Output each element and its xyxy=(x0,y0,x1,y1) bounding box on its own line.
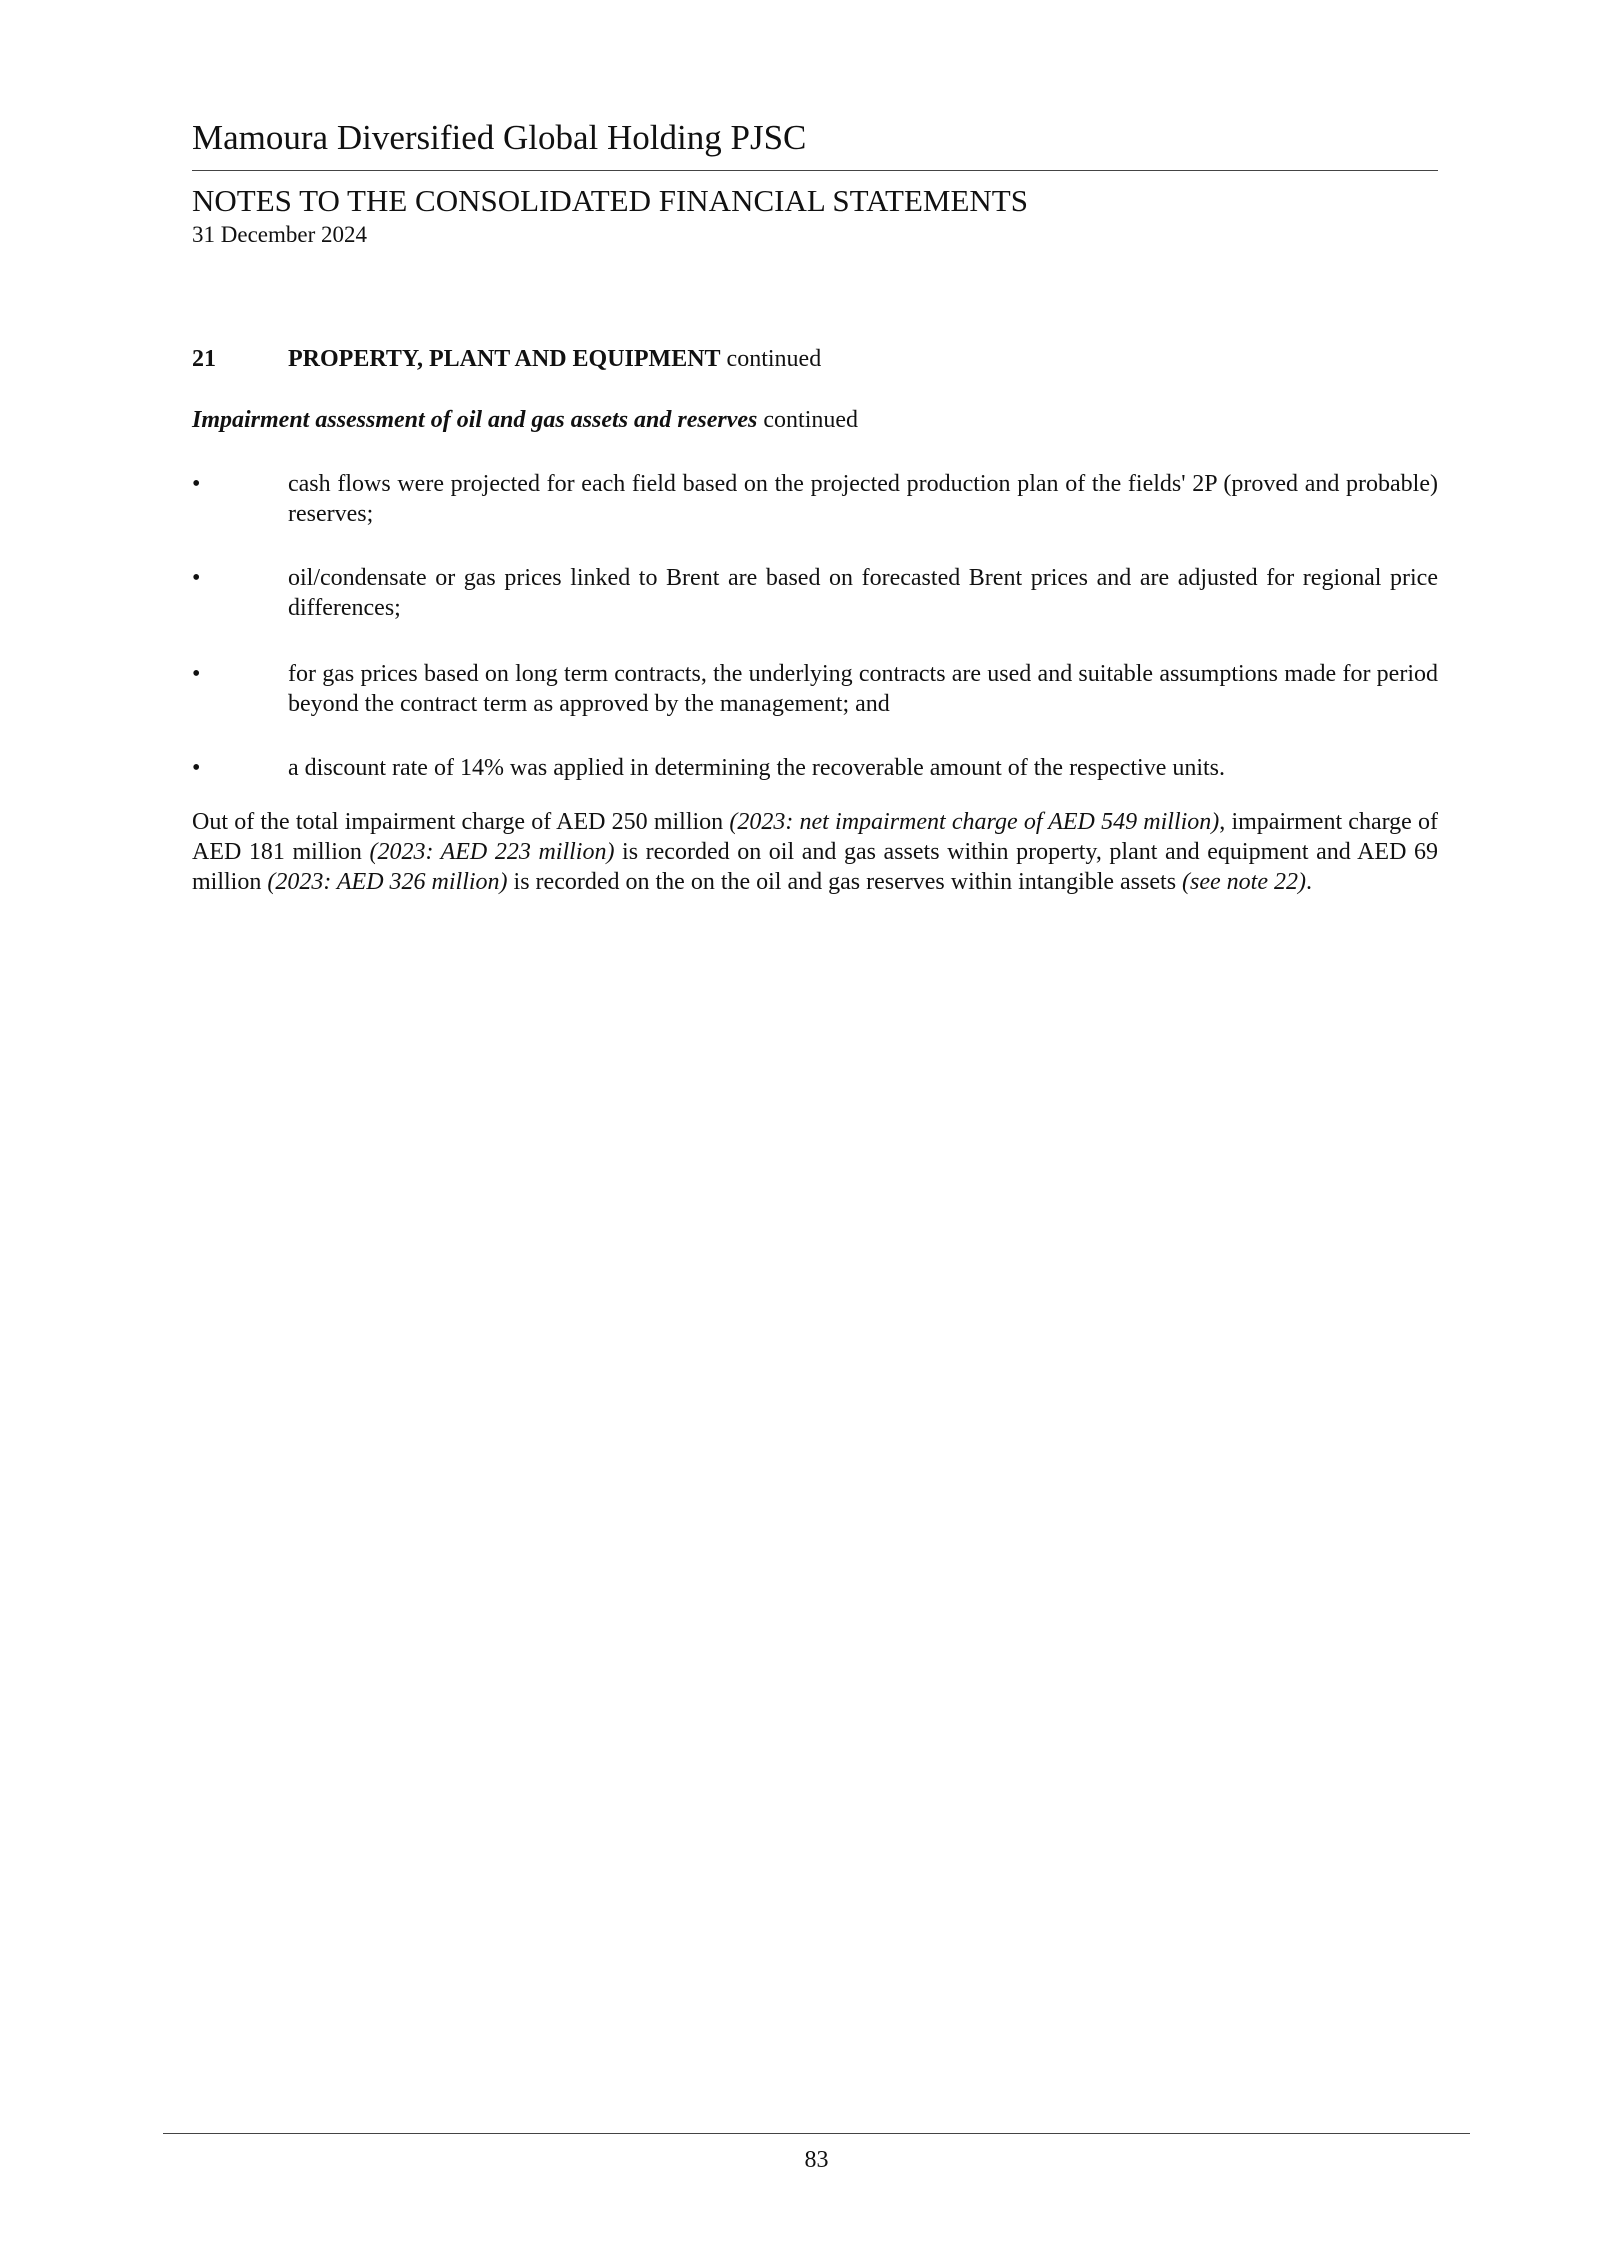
bullet-marker: • xyxy=(192,565,201,591)
note-reference: (see note 22) xyxy=(1182,869,1306,895)
bullet-marker: • xyxy=(192,471,201,497)
para-text: . xyxy=(1306,869,1312,895)
para-text: is recorded on oil and gas assets within property, plant and equipment and AED 69 million xyxy=(192,839,1438,895)
section-continued: continued xyxy=(720,346,822,372)
notes-title: NOTES TO THE CONSOLIDATED FINANCIAL STATEMENTS xyxy=(192,183,1028,218)
page-number: 83 xyxy=(804,2147,829,2173)
para-italic: (2023: AED 223 million) xyxy=(369,839,615,865)
section-number: 21 xyxy=(192,346,216,372)
bullet-marker: • xyxy=(192,755,201,781)
list-item-text: cash flows were projected for each field based on the projected production plan of the fields' 2P (proved and probable) reserves; xyxy=(288,471,1438,527)
statement-date: 31 December 2024 xyxy=(192,222,367,247)
list-item xyxy=(192,753,1438,783)
list-item-text: for gas prices based on long term contracts, the underlying contracts are used and suitable assumptions made for period beyond the contract term as approved by the management; and xyxy=(288,661,1438,717)
subsection-continued: continued xyxy=(757,407,859,433)
company-name: Mamoura Diversified Global Holding PJSC xyxy=(192,118,807,157)
footer-divider xyxy=(163,2133,1470,2134)
subsection-heading xyxy=(192,405,858,435)
list-item-text: oil/condensate or gas prices linked to Brent are based on forecasted Brent prices and are adjusted for regional price differences; xyxy=(288,565,1438,621)
list-item-text: a discount rate of 14% was applied in determining the recoverable amount of the respective units. xyxy=(288,755,1226,781)
para-italic: (2023: AED 326 million) xyxy=(267,869,508,895)
subsection-title: Impairment assessment of oil and gas assets and reserves xyxy=(192,407,758,433)
section-title-wrap xyxy=(288,344,821,374)
list-item xyxy=(192,469,1438,529)
bullet-marker: • xyxy=(192,661,201,687)
impairment-paragraph xyxy=(192,807,1438,897)
section-title: PROPERTY, PLANT AND EQUIPMENT xyxy=(288,346,721,372)
para-text: Out of the total impairment charge of AED 250 million xyxy=(192,809,730,835)
list-item xyxy=(192,659,1438,719)
para-text: is recorded on the on the oil and gas reserves within intangible assets xyxy=(507,869,1183,895)
para-text: , impairment charge of AED 181 million xyxy=(192,809,1438,865)
header-divider xyxy=(192,170,1438,171)
para-italic: (2023: net impairment charge of AED 549 million) xyxy=(729,809,1220,835)
list-item xyxy=(192,563,1438,623)
